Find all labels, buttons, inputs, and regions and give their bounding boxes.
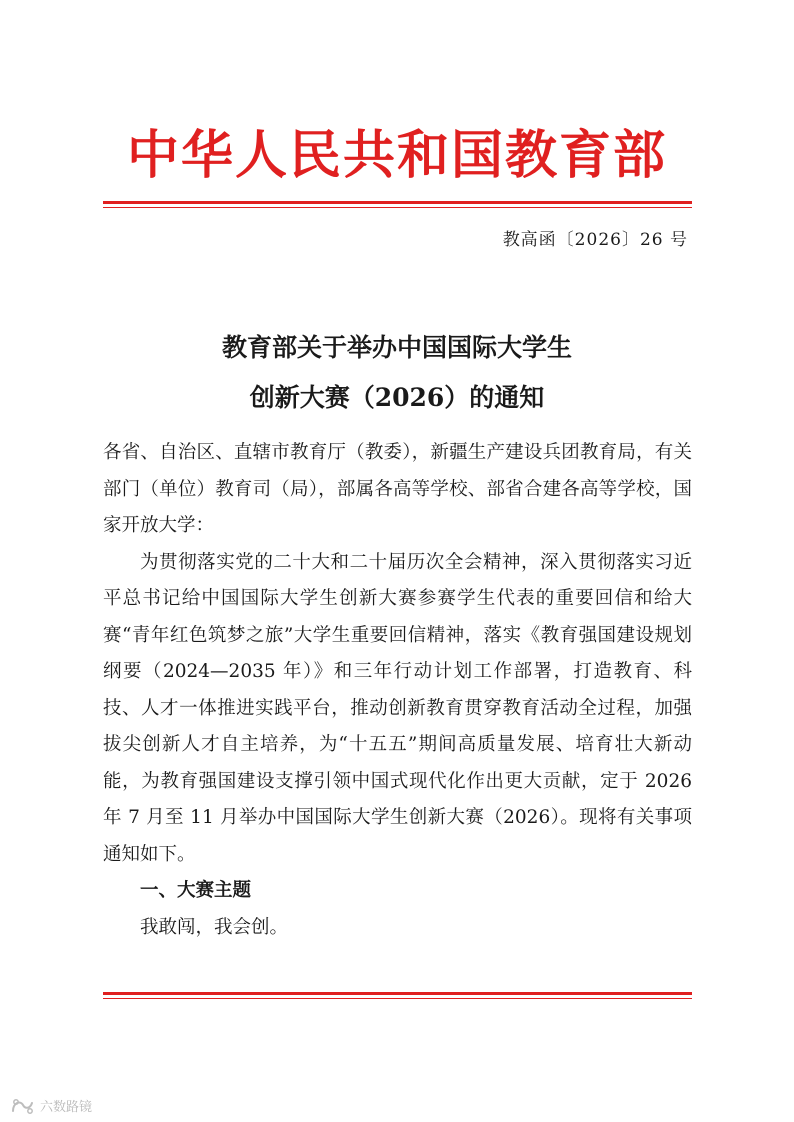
- document-title: [0, 323, 794, 423]
- document-number: 教高函〔2026〕26 号: [502, 230, 688, 250]
- watermark-text: 六数路镜: [40, 1100, 93, 1115]
- rule-thin-line: [103, 207, 692, 208]
- watermark-logo-icon: [10, 1097, 36, 1115]
- agency-masthead: 中华人民共和国教育部: [126, 125, 667, 186]
- watermark: [10, 1096, 92, 1115]
- section-heading: 一、大赛主题: [140, 880, 252, 901]
- rule-thick-line: [103, 992, 692, 995]
- red-double-rule-bottom: [103, 992, 692, 999]
- red-double-rule-top: [103, 201, 692, 208]
- body-paragraph: 为贯彻落实党的二十大和二十届历次全会精神，深入贯彻落实习近平总书记给中国国际大学生创新大赛参赛学生代表的重要回信和给大赛“青年红色筑梦之旅”大学生重要回信精神，落实《教育强国建设规划纲要（2024—2035 年）》和三年行动计划工作部署，打造教育、科技、人才一体推进实践平台，推动创新教育贯穿教育活动全过程，加强拔尖创新人才自主培养，为“十五五”期间高质量发展、培育壮大新动能，为教育强国建设支撑引领中国式现代化作出更大贡献，定于 2026 年 7 月至 11 月举办中国国际大学生创新大赛（2026）。现将有关事项通知如下。: [103, 551, 692, 865]
- rule-thin-line: [103, 998, 692, 999]
- section-text: 我敢闯，我会创。: [140, 916, 289, 938]
- rule-thick-line: [103, 201, 692, 204]
- salutation: 各省、自治区、直辖市教育厅（教委），新疆生产建设兵团教育局，有关部门（单位）教育司（局），部属各高等学校、部省合建各高等学校，国家开放大学：: [103, 442, 692, 536]
- document-body: [103, 435, 692, 946]
- title-line-2: 创新大赛（2026）的通知: [249, 383, 545, 412]
- title-line-1: 教育部关于举办中国国际大学生: [221, 333, 572, 362]
